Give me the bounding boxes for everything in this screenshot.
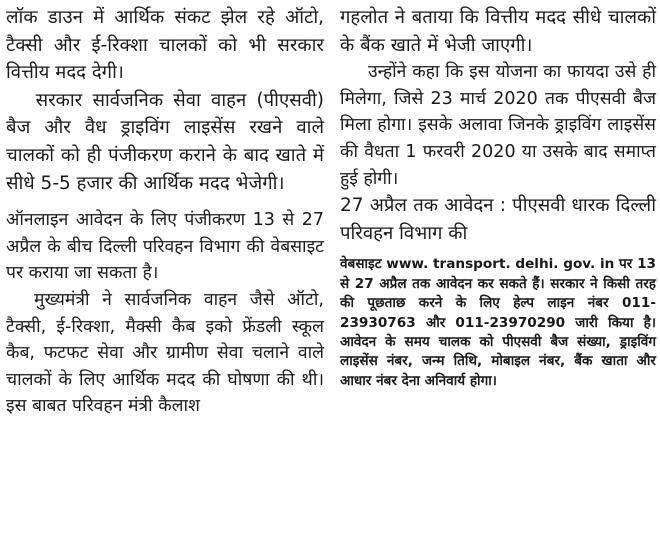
paragraph-conditions: उन्होंने कहा कि इस योजना का फायदा उसे ही मिलेगा, जिसे 23 मार्च 2020 तक पीएसवी बैज मिला होगा। इसके अलावा जिनके ड्राइविंग लाइसेंस की वैधता 1 फरवरी 2020 या उसके बाद समाप्त हुई होगी।	[340, 62, 656, 189]
paragraph-website-helpline: वेबसाइट www. transport. delhi. gov. in पर 13 से 27 अप्रैल तक आवेदन कर सकते हैं। सरकार ने किसी तरह की पूछताछ करने के लिए हेल्प लाइन नंबर 011-23930763 और 011-23970290 जारी किया है। आवेदन के समय चालक को पीएसवी बैज संख्या, ड्राइविंग लाइसेंस नंबर, जन्म तिथि, मोबाइल नंबर, बैंक खाता और आधार नंबर देना अनिवार्य होगा।	[340, 256, 656, 389]
paragraph-deadline-heading: 27 अप्रैल तक आवेदन : पीएसवी धारक दिल्ली परिवहन विभाग की	[340, 195, 656, 244]
article-column-left	[6, 4, 324, 420]
paragraph-eligibility: सरकार सार्वजनिक सेवा वाहन (पीएसवी) बैज और वैध ड्राइविंग लाइसेंस रखने वाले चालकों को ही पंजीकरण कराने के बाद खाते में सीधे 5-5 हजार की आर्थिक मदद भेजेगी।	[6, 89, 324, 194]
paragraph-transfer: गहलोत ने बताया कि वित्तीय मदद सीधे चालकों के बैंक खाते में भेजी जाएगी।	[340, 7, 656, 56]
paragraph-registration: ऑनलाइन आवेदन के लिए पंजीकरण 13 से 27 अप्रैल के बीच दिल्ली परिवहन विभाग की वेबसाइट पर कराया जा सकता है।	[6, 210, 324, 284]
article-column-right	[340, 4, 656, 391]
paragraph-intro: लॉक डाउन में आर्थिक संकट झेल रहे ऑटो, टैक्सी और ई-रिक्शा चालकों को भी सरकार वित्तीय मदद देगी।	[6, 7, 324, 84]
paragraph-announcement: मुख्यमंत्री ने सार्वजनिक वाहन जैसे ऑटो, टैक्सी, ई-रिक्शा, मैक्सी कैब इको फ्रेंडली स्कूल कैब, फटफट सेवा और ग्रामीण सेवा चलाने वाले चालकों के लिए आर्थिक मदद की घोषणा की थी। इस बाबत परिवहन मंत्री कैलाश	[6, 289, 324, 417]
